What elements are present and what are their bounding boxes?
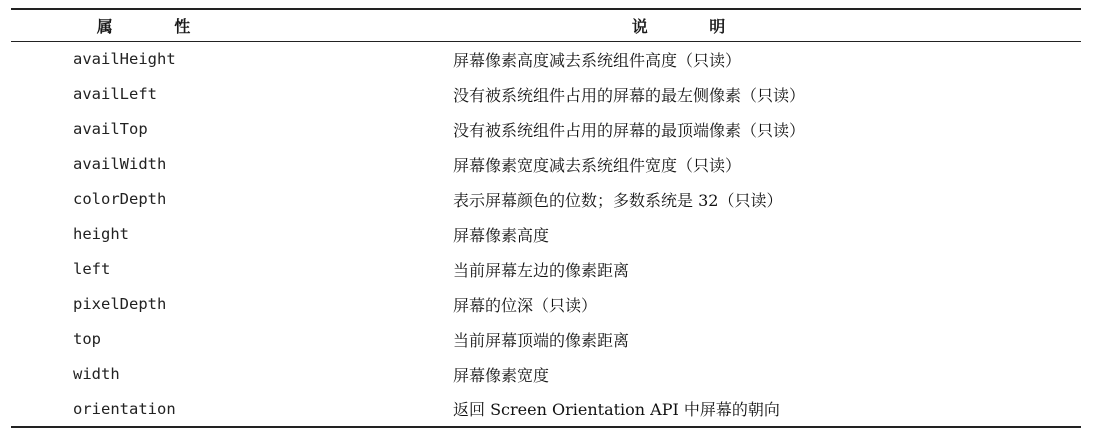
description-cell: 没有被系统组件占用的屏幕的最左侧像素（只读） bbox=[453, 85, 806, 105]
screen-properties-table-wrapper bbox=[11, 8, 1081, 428]
header-description: 说 明 bbox=[631, 17, 754, 36]
table-row bbox=[11, 77, 1081, 112]
table-row bbox=[11, 252, 1081, 287]
property-cell: availWidth bbox=[73, 155, 167, 173]
property-cell: availLeft bbox=[73, 85, 157, 103]
description-cell: 屏幕像素宽度减去系统组件宽度（只读） bbox=[453, 155, 742, 175]
description-cell: 返回 Screen Orientation API 中屏幕的朝向 bbox=[453, 400, 780, 419]
table-row bbox=[11, 322, 1081, 357]
property-cell: availHeight bbox=[73, 50, 176, 69]
property-cell: width bbox=[73, 365, 120, 383]
table-row bbox=[11, 112, 1081, 147]
header-row bbox=[11, 9, 1081, 42]
property-cell: colorDepth bbox=[73, 190, 167, 208]
table-row bbox=[11, 147, 1081, 182]
table-row bbox=[11, 42, 1081, 77]
table-row bbox=[11, 217, 1081, 252]
table-row bbox=[11, 357, 1081, 392]
screen-properties-table bbox=[11, 8, 1081, 428]
description-cell: 没有被系统组件占用的屏幕的最顶端像素（只读） bbox=[453, 120, 806, 140]
description-cell: 表示屏幕颜色的位数；多数系统是 32（只读） bbox=[453, 190, 783, 210]
property-cell: left bbox=[73, 260, 111, 278]
table-body bbox=[11, 42, 1081, 427]
property-cell: orientation bbox=[73, 399, 176, 418]
property-cell: pixelDepth bbox=[73, 295, 167, 313]
description-cell: 当前屏幕顶端的像素距离 bbox=[453, 330, 630, 350]
table-row bbox=[11, 287, 1081, 322]
description-cell: 屏幕的位深（只读） bbox=[453, 295, 598, 315]
table-header bbox=[11, 9, 1081, 42]
header-property: 属 性 bbox=[96, 17, 219, 36]
property-cell: height bbox=[73, 225, 129, 243]
description-cell: 屏幕像素高度减去系统组件高度（只读） bbox=[453, 50, 742, 70]
table-row bbox=[11, 182, 1081, 217]
property-cell: availTop bbox=[73, 120, 148, 138]
table-row bbox=[11, 392, 1081, 427]
description-cell: 屏幕像素高度 bbox=[453, 225, 550, 245]
description-cell: 屏幕像素宽度 bbox=[453, 365, 550, 385]
property-cell: top bbox=[73, 330, 101, 348]
description-cell: 当前屏幕左边的像素距离 bbox=[453, 260, 630, 280]
